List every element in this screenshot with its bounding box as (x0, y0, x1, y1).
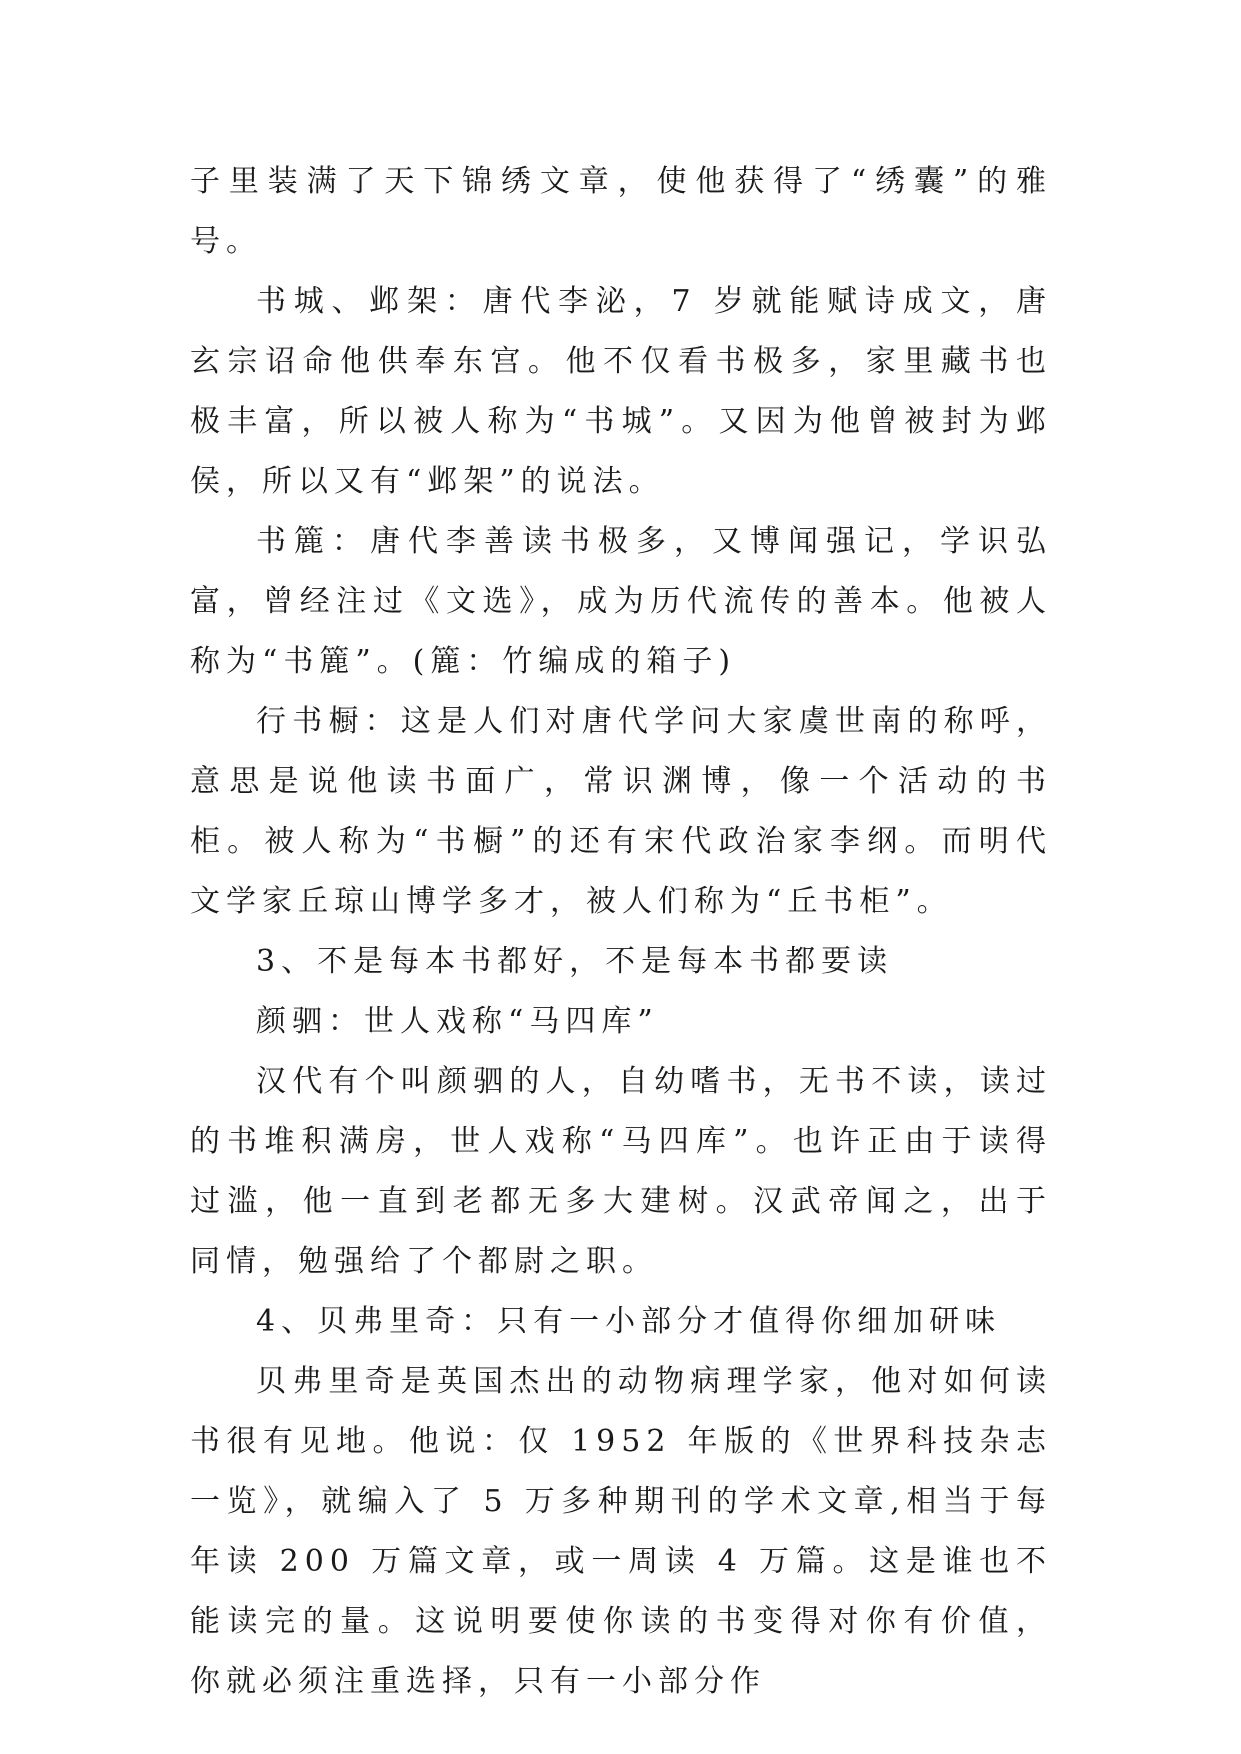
document-page (190, 152, 1052, 1712)
paragraph-beveridge: 贝弗里奇是英国杰出的动物病理学家，他对如何读书很有见地。他说：仅 1952 年版的《世界科技杂志一览》，就编入了 5 万多种期刊的学术文章,相当于每年读 200 万篇文章，或一周读 4 万篇。这是谁也不能读完的量。这说明要使你读的书变得对你有价值，你就必须注重选择，只有一小部分作 (190, 1364, 1052, 1699)
section-heading-4: 4、贝弗里奇：只有一小部分才值得你细加研味 (256, 1304, 1002, 1339)
paragraph-xingshuchu: 行书橱：这是人们对唐代学问大家虞世南的称呼，意思是说他读书面广，常识渊博，像一个活动的书柜。被人称为“书橱”的还有宋代政治家李纲。而明代文学家丘琼山博学多才，被人们称为“丘书柜”。 (190, 704, 1052, 919)
section-heading-3: 3、不是每本书都好，不是每本书都要读 (256, 944, 894, 979)
paragraph-shulu: 书簏：唐代李善读书极多，又博闻强记，学识弘富，曾经注过《文选》，成为历代流传的善本。他被人称为“书簏”。(簏：竹编成的箱子) (190, 524, 1052, 679)
paragraph-shucheng-yejia: 书城、邺架：唐代李泌，7 岁就能赋诗成文，唐玄宗诏命他供奉东宫。他不仅看书极多，家里藏书也极丰富，所以被人称为“书城”。又因为他曾被封为邺侯，所以又有“邺架”的说法。 (190, 284, 1052, 499)
paragraph-yansi: 汉代有个叫颜驷的人，自幼嗜书，无书不读，读过的书堆积满房，世人戏称“马四库”。也许正由于读得过滥，他一直到老都无多大建树。汉武帝闻之，出于同情，勉强给了个都尉之职。 (190, 1064, 1052, 1279)
paragraph-continuation: 子里装满了天下锦绣文章，使他获得了“绣囊”的雅号。 (190, 164, 1052, 259)
subheading-yansi: 颜驷：世人戏称“马四库” (256, 1004, 659, 1039)
